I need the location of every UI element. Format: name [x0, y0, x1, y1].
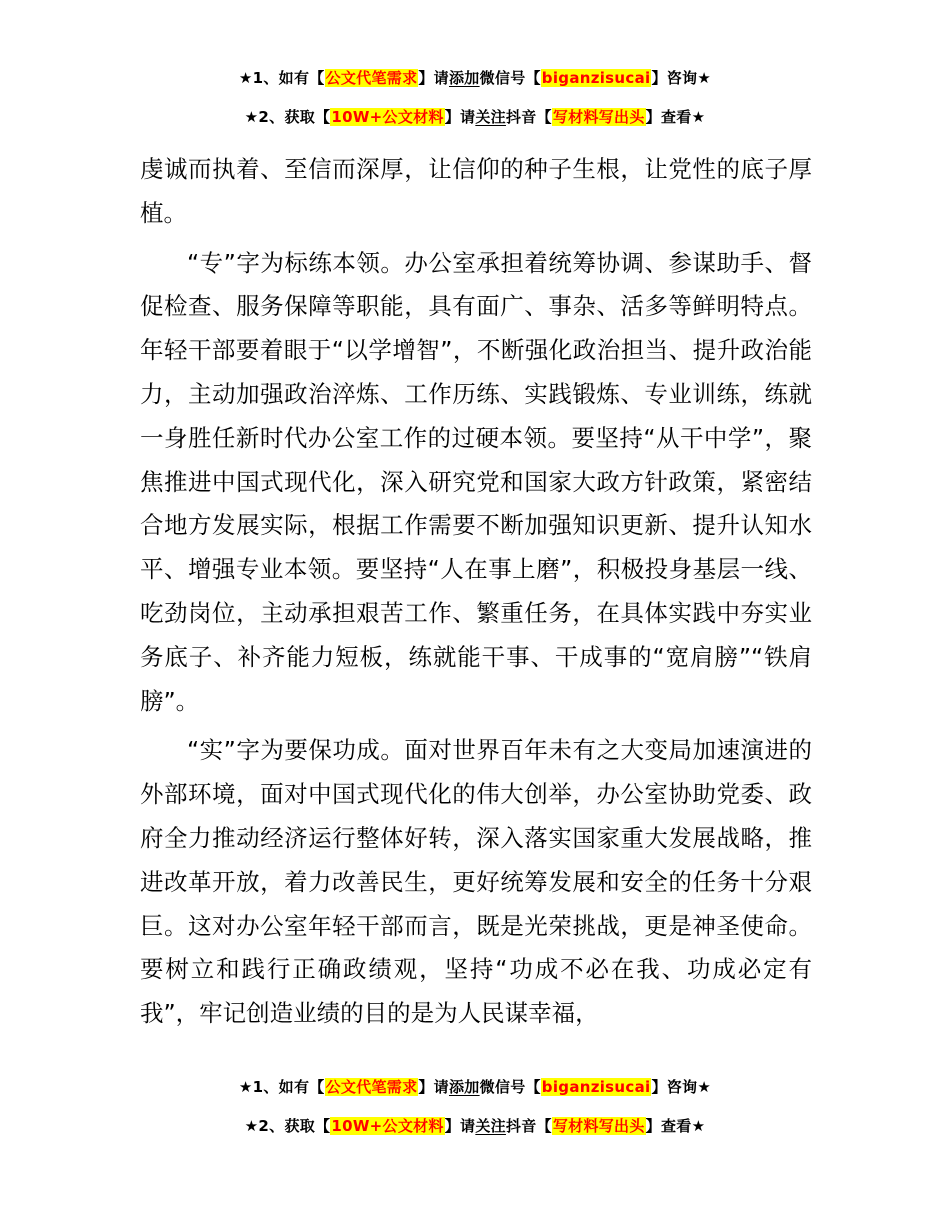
star-icon: ★: [697, 1078, 712, 1096]
highlight-douyin-account: 写材料写出头: [552, 108, 645, 126]
banner-text: 微信号【: [479, 1078, 541, 1096]
banner-text: 1、如有【: [252, 69, 325, 87]
banner-text: 】查看: [645, 1117, 692, 1135]
banner-text: 抖音【: [505, 1117, 552, 1135]
highlight-wechat-id: biganzisucai: [541, 69, 651, 87]
paragraph-zhuan: “专”字为标练本领。办公室承担着统筹协调、参谋助手、督促检查、服务保障等职能，具有面广、事杂、活多等鲜明特点。年轻干部要着眼于“以学增智”，不断强化政治担当、提升政治能力，主动加强政治淬炼、工作历练、实践锻炼、专业训练，练就一身胜任新时代办公室工作的过硬本领。要坚持“从干中学”，聚焦推进中国式现代化，深入研究党和国家大政方针政策，紧密结合地方发展实际，根据工作需要不断加强知识更新、提升认知水平、增强专业本领。要坚持“人在事上磨”，积极投身基层一线、吃劲岗位，主动承担艰苦工作、繁重任务，在具体实践中夯实业务底子、补齐能力短板，练就能干事、干成事的“宽肩膀”“铁肩膀”。: [140, 248, 812, 715]
paragraph-continuation: 虔诚而执着、至信而深厚，让信仰的种子生根，让党性的底子厚植。: [140, 155, 812, 227]
highlight-materials: 10W+公文材料: [331, 1117, 444, 1135]
banner-text: 抖音【: [505, 108, 552, 126]
highlight-ghostwriting: 公文代笔需求: [325, 69, 418, 87]
banner-text: 】请: [444, 1117, 476, 1135]
header-banner-line1: [0, 68, 950, 88]
footer-banner-line1: [0, 1077, 950, 1097]
underlined-add: 添加: [448, 69, 480, 87]
star-icon: ★: [238, 1078, 253, 1096]
underlined-add: 添加: [448, 1078, 480, 1096]
highlight-wechat-id: biganzisucai: [541, 1078, 651, 1096]
document-body: [140, 148, 812, 1036]
star-icon: ★: [238, 69, 253, 87]
banner-text: 微信号【: [479, 69, 541, 87]
highlight-douyin-account: 写材料写出头: [552, 1117, 645, 1135]
highlight-materials: 10W+公文材料: [331, 108, 444, 126]
star-icon: ★: [691, 108, 706, 126]
banner-text: 1、如有【: [252, 1078, 325, 1096]
footer-banner-line2: [0, 1116, 950, 1136]
star-icon: ★: [691, 1117, 706, 1135]
banner-text: 】请: [444, 108, 476, 126]
star-icon: ★: [697, 69, 712, 87]
banner-text: 】咨询: [651, 1078, 698, 1096]
underlined-follow: 关注: [475, 1117, 506, 1135]
paragraph-shi: “实”字为要保功成。面对世界百年未有之大变局加速演进的外部环境，面对中国式现代化的伟大创举，办公室协助党委、政府全力推动经济运行整体好转，深入落实国家重大发展战略，推进改革开放，着力改善民生，更好统筹发展和安全的任务十分艰巨。这对办公室年轻干部而言，既是光荣挑战，更是神圣使命。要树立和践行正确政绩观，坚持“功成不必在我、功成必定有我”，牢记创造业绩的目的是为人民谋幸福，: [140, 736, 812, 1028]
banner-text: 】请: [418, 69, 449, 87]
banner-text: 】咨询: [651, 69, 698, 87]
star-icon: ★: [244, 1117, 259, 1135]
banner-text: 2、获取【: [258, 108, 331, 126]
banner-text: 2、获取【: [258, 1117, 331, 1135]
underlined-follow: 关注: [475, 108, 506, 126]
highlight-ghostwriting: 公文代笔需求: [325, 1078, 418, 1096]
header-banner-line2: [0, 107, 950, 127]
banner-text: 】请: [418, 1078, 449, 1096]
star-icon: ★: [244, 108, 259, 126]
banner-text: 】查看: [645, 108, 692, 126]
